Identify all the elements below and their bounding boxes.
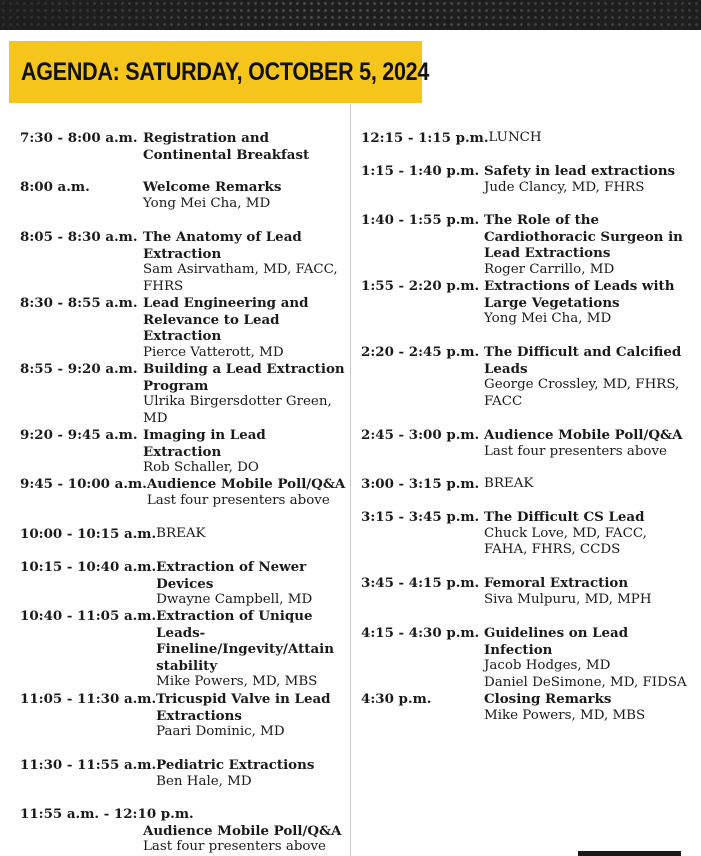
session-title: Pediatric Extractions <box>156 757 315 773</box>
session-title: Lead Engineering and Relevance to Lead Extraction <box>143 295 309 344</box>
agenda-time: 10:15 - 10:40 a.m. <box>20 559 157 575</box>
agenda-details <box>147 476 348 509</box>
session-title: Femoral Extraction <box>484 575 629 591</box>
agenda-time: 3:15 - 3:45 p.m. <box>361 509 480 525</box>
session-title: Closing Remarks <box>484 691 612 707</box>
session-title: Audience Mobile Poll/Q&A <box>484 427 683 443</box>
session-title: The Difficult CS Lead <box>484 509 645 525</box>
agenda-details <box>484 278 691 328</box>
agenda-time: 12:15 - 1:15 p.m. <box>361 130 489 146</box>
agenda-item <box>361 575 691 608</box>
decorative-header-band <box>0 0 701 30</box>
agenda-time: 2:20 - 2:45 p.m. <box>361 344 480 360</box>
session-speaker: Siva Mulpuru, MD, MPH <box>484 591 652 607</box>
session-speaker: Mike Powers, MD, MBS <box>156 674 318 689</box>
session-speaker: Last four presenters above <box>146 492 330 508</box>
agenda-item <box>361 163 691 196</box>
agenda-time: 4:15 - 4:30 p.m. <box>361 625 480 641</box>
session-title: Safety in lead extractions <box>484 163 676 179</box>
agenda-time: 8:30 - 8:55 a.m. <box>20 295 138 311</box>
session-speaker: Sam Asirvatham, MD, FACC, FHRS <box>143 262 338 294</box>
agenda-item <box>20 757 348 790</box>
agenda-item <box>20 130 348 163</box>
agenda-time: 7:30 - 8:00 a.m. <box>20 130 138 146</box>
agenda-item <box>361 212 691 278</box>
session-title: Welcome Remarks <box>143 179 282 195</box>
agenda-details <box>484 625 691 691</box>
session-speaker: Ben Hale, MD <box>156 773 252 789</box>
agenda-details <box>143 427 348 477</box>
agenda-title: AGENDA: SATURDAY, OCTOBER 5, 2024 <box>21 57 430 86</box>
agenda-details <box>484 427 691 460</box>
session-title: Guidelines on Lead Infection <box>484 625 629 658</box>
session-title: The Role of the Cardiothoracic Surgeon in Lead Extractions <box>484 212 683 261</box>
session-speaker: Mike Powers, MD, MBS <box>484 707 646 723</box>
agenda-time: 3:45 - 4:15 p.m. <box>361 575 480 591</box>
agenda-item <box>361 476 691 493</box>
agenda-item <box>361 691 691 724</box>
agenda-details <box>143 361 348 427</box>
agenda-time: 9:45 - 10:00 a.m. <box>20 476 147 492</box>
session-title: The Difficult and Calcified Leads <box>484 344 682 377</box>
agenda-time: 9:20 - 9:45 a.m. <box>20 427 138 443</box>
agenda-item <box>361 130 691 147</box>
agenda-time: 8:05 - 8:30 a.m. <box>20 229 138 245</box>
agenda-details <box>143 295 348 361</box>
session-speaker: Yong Mei Cha, MD <box>143 195 271 211</box>
session-title: The Anatomy of Lead Extraction <box>143 229 302 262</box>
session-speaker: Rob Schaller, DO <box>143 460 259 475</box>
agenda-break-label: BREAK <box>484 476 534 491</box>
agenda-details <box>156 757 348 790</box>
agenda-time: 11:30 - 11:55 a.m. <box>20 757 157 773</box>
agenda-time: 10:00 - 10:15 a.m. <box>20 526 157 542</box>
agenda-details <box>484 212 691 278</box>
agenda-time: 1:40 - 1:55 p.m. <box>361 212 480 228</box>
agenda-item <box>20 179 348 212</box>
session-speaker: Daniel DeSimone, MD, FIDSA <box>484 674 687 690</box>
agenda-details <box>156 559 348 609</box>
agenda-item <box>20 295 348 361</box>
agenda-details <box>484 575 691 608</box>
agenda-details <box>484 476 691 493</box>
footer-bar <box>578 851 681 856</box>
agenda-time: 3:00 - 3:15 p.m. <box>361 476 480 492</box>
agenda-time: 11:55 a.m. - 12:10 p.m. <box>20 806 194 822</box>
session-title: Audience Mobile Poll/Q&A <box>146 476 346 492</box>
session-title: Extraction of Unique Leads- Fineline/Ingevity/Attain stability <box>156 608 334 674</box>
agenda-details <box>484 691 691 724</box>
session-speaker: Jacob Hodges, MD <box>484 658 611 673</box>
session-speaker: Jude Clancy, MD, FHRS <box>484 179 645 195</box>
agenda-details <box>156 526 348 543</box>
agenda-item <box>20 559 348 609</box>
session-title: Imaging in Lead Extraction <box>143 427 266 460</box>
agenda-time: 11:05 - 11:30 a.m. <box>20 691 157 707</box>
session-speaker: Roger Carrillo, MD <box>484 261 615 277</box>
agenda-details <box>143 179 348 212</box>
agenda-break-label: BREAK <box>156 526 206 541</box>
session-speaker: Yong Mei Cha, MD <box>484 311 612 326</box>
session-speaker: Dwayne Campbell, MD <box>156 592 313 607</box>
agenda-item <box>361 427 691 460</box>
agenda-time: 4:30 p.m. <box>361 691 432 707</box>
agenda-details <box>489 130 691 147</box>
agenda-item <box>361 625 691 691</box>
session-title: Tricuspid Valve in Lead Extractions <box>156 691 331 724</box>
agenda-time: 8:55 - 9:20 a.m. <box>20 361 138 377</box>
agenda-time: 1:55 - 2:20 p.m. <box>361 278 480 294</box>
agenda-details <box>156 608 348 691</box>
agenda-item <box>361 278 691 328</box>
agenda-banner <box>9 41 430 103</box>
agenda-time: 2:45 - 3:00 p.m. <box>361 427 480 443</box>
column-divider <box>350 104 351 856</box>
agenda-details <box>484 344 691 410</box>
agenda-item <box>20 427 348 477</box>
agenda-details <box>143 130 348 163</box>
agenda-item <box>20 361 348 427</box>
session-title: Registration and Continental Breakfast <box>143 130 310 163</box>
session-speaker: Ulrika Birgersdotter Green, MD <box>143 394 332 426</box>
agenda-break-label: LUNCH <box>488 130 542 145</box>
agenda-item <box>20 608 348 691</box>
session-speaker: Paari Dominic, MD <box>156 724 285 739</box>
agenda-time: 8:00 a.m. <box>20 179 90 195</box>
session-title: Building a Lead Extraction Program <box>143 361 345 394</box>
session-title: Extractions of Leads with Large Vegetations <box>484 278 675 311</box>
agenda-item <box>20 526 348 543</box>
agenda-item <box>20 691 348 741</box>
session-speaker: George Crossley, MD, FHRS, FACC <box>484 377 680 409</box>
agenda-item <box>20 476 348 509</box>
agenda-details <box>20 823 348 856</box>
agenda-item <box>361 344 691 410</box>
session-title: Audience Mobile Poll/Q&A <box>143 822 342 839</box>
agenda-time: 1:15 - 1:40 p.m. <box>361 163 480 179</box>
session-speaker: Last four presenters above <box>143 839 326 854</box>
agenda-item <box>361 509 691 559</box>
agenda-time: 10:40 - 11:05 a.m. <box>20 608 157 624</box>
agenda-details <box>143 229 348 295</box>
session-speaker: Last four presenters above <box>484 443 667 459</box>
agenda-item <box>20 806 348 856</box>
agenda-details <box>484 509 691 559</box>
agenda-details <box>156 691 348 741</box>
session-title: Extraction of Newer Devices <box>156 559 307 592</box>
agenda-item <box>20 229 348 295</box>
session-speaker: Pierce Vatterott, MD <box>143 344 284 360</box>
agenda-details <box>484 163 691 196</box>
session-speaker: Chuck Love, MD, FACC, FAHA, FHRS, CCDS <box>484 525 647 557</box>
